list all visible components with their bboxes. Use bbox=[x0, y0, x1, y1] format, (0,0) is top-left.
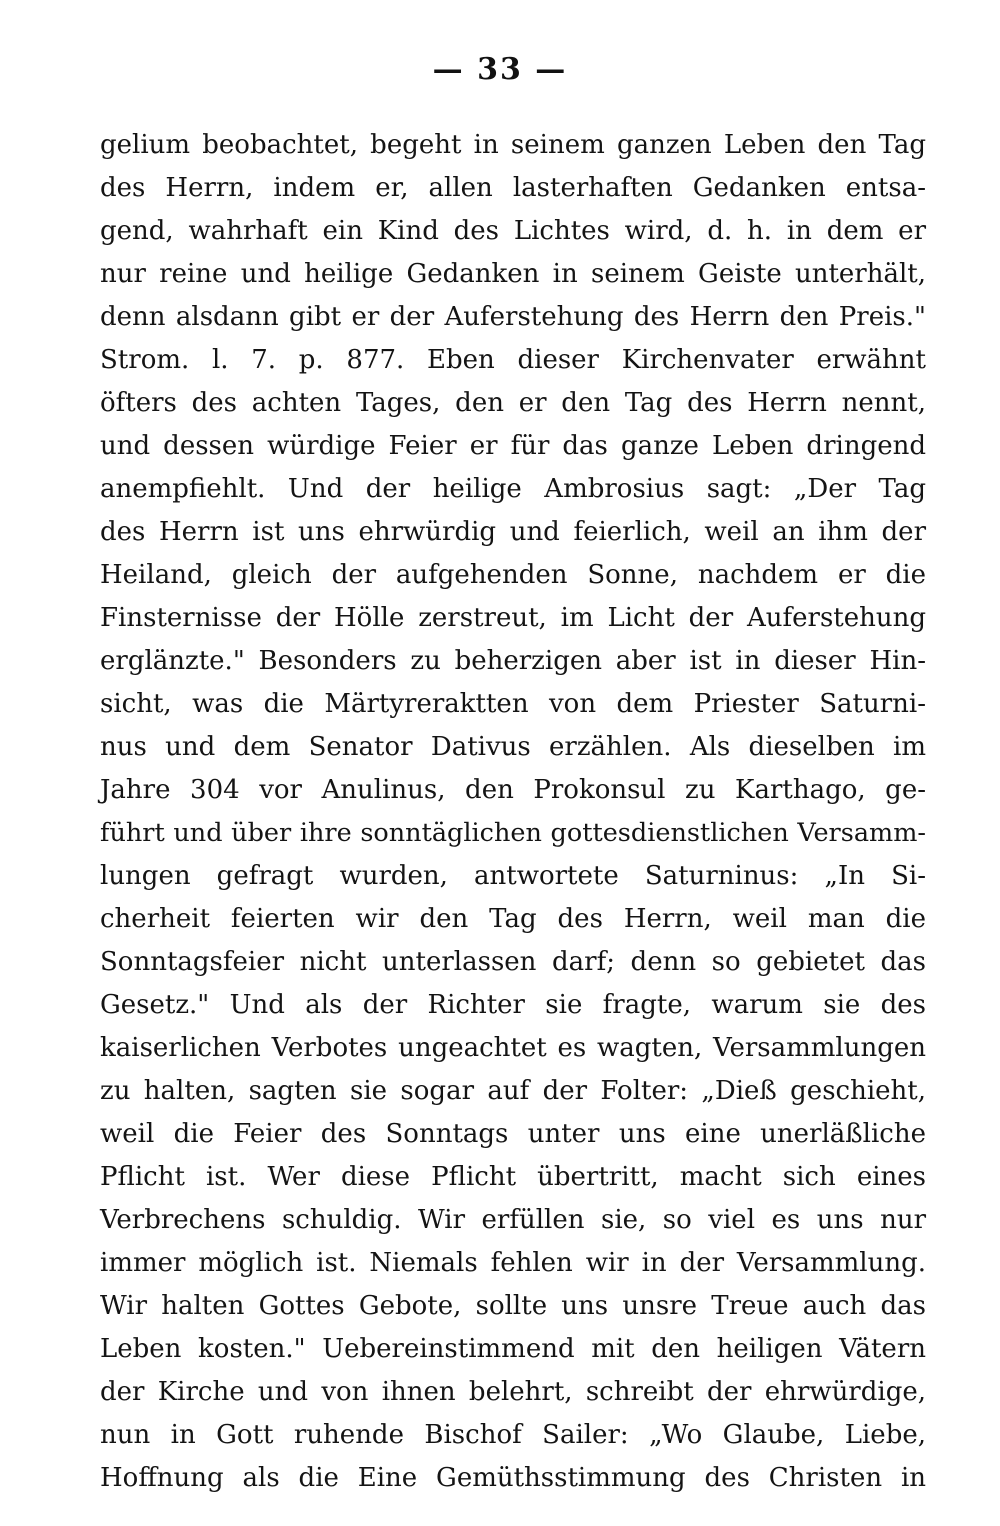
page-number: — 33 — bbox=[432, 52, 568, 87]
text-line: Gesetz." Und als der Richter sie fragte, warum sie des bbox=[100, 990, 926, 1020]
text-line: nun in Gott ruhende Bischof Sailer: „Wo Glaube, Liebe, bbox=[100, 1420, 926, 1450]
text-line: gelium beobachtet, begeht in seinem ganzen Leben den Tag bbox=[100, 130, 926, 160]
text-line: anempfiehlt. Und der heilige Ambrosius sagt: „Der Tag bbox=[100, 474, 926, 504]
text-line: Leben kosten." Uebereinstimmend mit den heiligen Vätern bbox=[100, 1334, 926, 1364]
text-line: denn alsdann gibt er der Auferstehung des Herrn den Preis." bbox=[100, 302, 926, 332]
text-line: Sonntagsfeier nicht unterlassen darf; denn so gebietet das bbox=[100, 947, 926, 977]
text-line: und dessen würdige Feier er für das ganze Leben dringend bbox=[100, 431, 926, 461]
text-line: des Herrn, indem er, allen lasterhaften Gedanken entsa- bbox=[100, 173, 926, 203]
text-line: weil die Feier des Sonntags unter uns eine unerläßliche bbox=[100, 1119, 926, 1149]
text-line: Heiland, gleich der aufgehenden Sonne, nachdem er die bbox=[100, 560, 926, 590]
text-line: Finsternisse der Hölle zerstreut, im Licht der Auferstehung bbox=[100, 603, 926, 633]
text-line: cherheit feierten wir den Tag des Herrn, weil man die bbox=[100, 904, 926, 934]
text-line: lungen gefragt wurden, antwortete Saturninus: „In Si- bbox=[100, 861, 926, 891]
text-line: öfters des achten Tages, den er den Tag des Herrn nennt, bbox=[100, 388, 926, 418]
text-line: Hoffnung als die Eine Gemüthsstimmung des Christen in bbox=[100, 1463, 926, 1493]
text-line: Pflicht ist. Wer diese Pflicht übertritt, macht sich eines bbox=[100, 1162, 926, 1192]
text-line: immer möglich ist. Niemals fehlen wir in der Versammlung. bbox=[100, 1248, 926, 1278]
text-line: Wir halten Gottes Gebote, sollte uns unsre Treue auch das bbox=[100, 1291, 926, 1321]
text-line: sicht, was die Märtyreraktten von dem Priester Saturni- bbox=[100, 689, 926, 719]
text-line: gend, wahrhaft ein Kind des Lichtes wird, d. h. in dem er bbox=[100, 216, 926, 246]
text-line: kaiserlichen Verbotes ungeachtet es wagten, Versammlungen bbox=[100, 1033, 926, 1063]
text-line: erglänzte." Besonders zu beherzigen aber ist in dieser Hin- bbox=[100, 646, 926, 676]
text-line: führt und über ihre sonntäglichen gottesdienstlichen Versamm- bbox=[100, 818, 926, 848]
text-line: des Herrn ist uns ehrwürdig und feierlich, weil an ihm der bbox=[100, 517, 926, 547]
text-line: der Kirche und von ihnen belehrt, schreibt der ehrwürdige, bbox=[100, 1377, 926, 1407]
text-line: Jahre 304 vor Anulinus, den Prokonsul zu Karthago, ge- bbox=[100, 775, 926, 805]
text-line: Strom. l. 7. p. 877. Eben dieser Kirchenvater erwähnt bbox=[100, 345, 926, 375]
text-line: Verbrechens schuldig. Wir erfüllen sie, so viel es uns nur bbox=[100, 1205, 926, 1235]
text-line: zu halten, sagten sie sogar auf der Folter: „Dieß geschieht, bbox=[100, 1076, 926, 1106]
body-text bbox=[100, 124, 926, 1500]
text-line: nur reine und heilige Gedanken in seinem Geiste unterhält, bbox=[100, 259, 926, 289]
text-line: nus und dem Senator Dativus erzählen. Als dieselben im bbox=[100, 732, 926, 762]
